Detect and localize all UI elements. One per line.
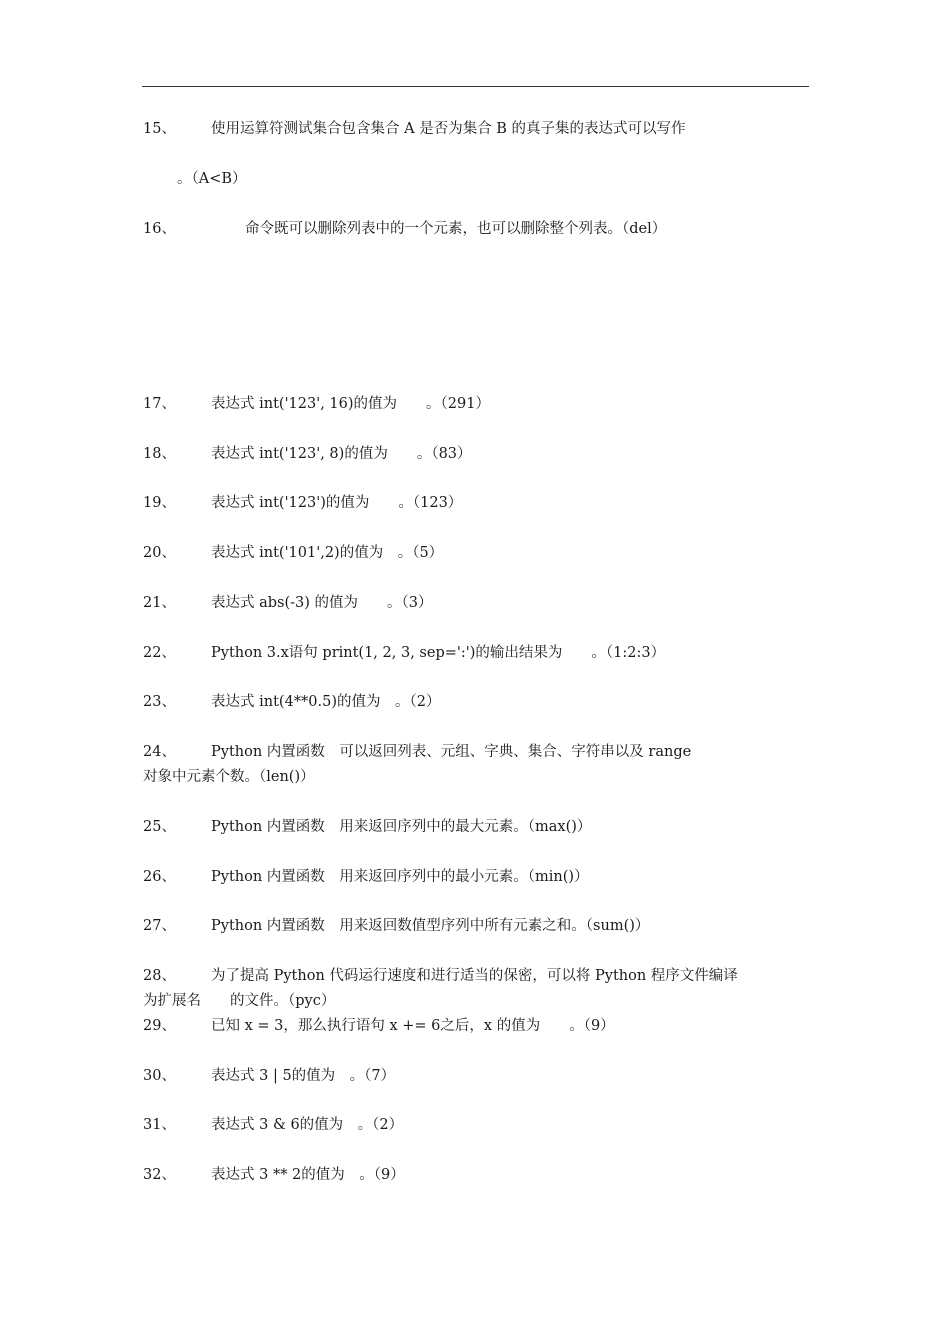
question-number: 25、	[143, 819, 176, 835]
question-number: 16、	[143, 221, 176, 237]
question-text: 命令既可以删除列表中的一个元素，也可以删除整个列表。（del）	[245, 221, 667, 237]
question-number: 27、	[143, 918, 176, 934]
question-number: 21、	[143, 595, 176, 611]
question-text: Python 内置函数 用来返回数值型序列中所有元素之和。（sum()）	[211, 918, 650, 934]
question-number: 20、	[143, 545, 176, 561]
question-number: 15、	[143, 121, 176, 137]
question-text: 表达式 abs(-3) 的值为 。（3）	[211, 595, 433, 611]
question-number: 31、	[143, 1117, 176, 1133]
question-text-wrap: 对象中元素个数。（len()）	[143, 769, 315, 785]
question-text: 表达式 3 ** 2的值为 。（9）	[211, 1167, 405, 1183]
question-text: 已知 x = 3，那么执行语句 x += 6之后，x 的值为 。（9）	[211, 1018, 615, 1034]
question-text: 为了提高 Python 代码运行速度和进行适当的保密，可以将 Python 程序文件编译	[211, 968, 738, 984]
question-number: 17、	[143, 396, 176, 412]
header-rule	[142, 86, 809, 87]
question-number: 29、	[143, 1018, 176, 1034]
question-text: 表达式 int('123')的值为 。（123）	[211, 495, 463, 511]
question-text: 表达式 int('101',2)的值为 。（5）	[211, 545, 444, 561]
question-text: 使用运算符测试集合包含集合 A 是否为集合 B 的真子集的表达式可以写作	[211, 121, 686, 137]
question-number: 19、	[143, 495, 176, 511]
question-number: 24、	[143, 744, 176, 760]
question-text: 表达式 int('123', 8)的值为 。（83）	[211, 446, 472, 462]
question-text-wrap: 为扩展名 的文件。（pyc）	[143, 993, 336, 1009]
question-number: 23、	[143, 694, 176, 710]
question-number: 22、	[143, 645, 176, 661]
question-number: 18、	[143, 446, 176, 462]
question-text: Python 内置函数 用来返回序列中的最小元素。（min()）	[211, 869, 589, 885]
question-text: 表达式 3 | 5的值为 。（7）	[211, 1068, 396, 1084]
question-number: 30、	[143, 1068, 176, 1084]
question-text: 表达式 int(4**0.5)的值为 。（2）	[211, 694, 441, 710]
question-number: 26、	[143, 869, 176, 885]
question-answer: 。（A<B）	[177, 171, 247, 187]
question-text: Python 内置函数 用来返回序列中的最大元素。（max()）	[211, 819, 592, 835]
question-number: 28、	[143, 968, 176, 984]
question-text: 表达式 int('123', 16)的值为 。（291）	[211, 396, 490, 412]
question-number: 32、	[143, 1167, 176, 1183]
question-text: 表达式 3 & 6的值为 。（2）	[211, 1117, 404, 1133]
question-text: Python 内置函数 可以返回列表、元组、字典、集合、字符串以及 range	[211, 744, 692, 760]
question-text: Python 3.x语句 print(1, 2, 3, sep=':')的输出结果为 。（1:2:3）	[211, 645, 666, 661]
